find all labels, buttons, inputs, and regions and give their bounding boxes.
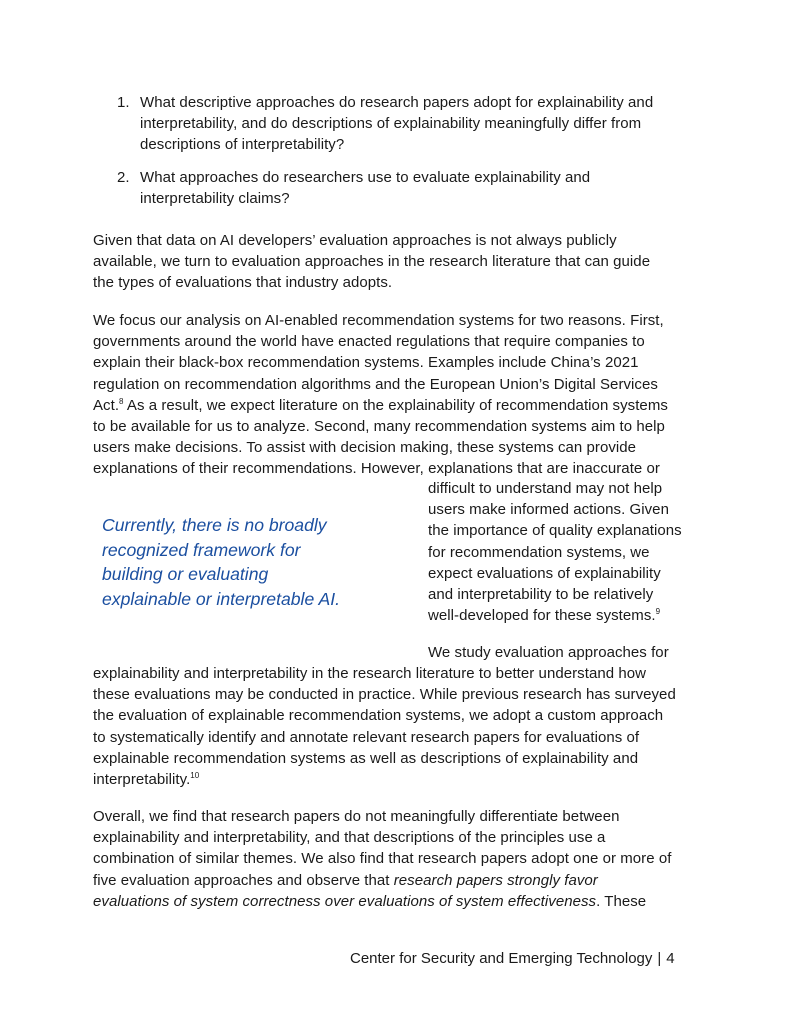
para-line: available, we turn to evaluation approaches in the research literature that can guide xyxy=(93,253,651,271)
paragraph-wrap-column xyxy=(428,478,718,626)
para-line: expect evaluations of explainability xyxy=(428,564,661,582)
research-questions-list xyxy=(93,92,693,220)
para-line: users make informed actions. Given xyxy=(428,501,669,519)
question-line: interpretability claims? xyxy=(140,189,290,207)
page-number: 4 xyxy=(666,950,675,967)
question-number: 1. xyxy=(117,94,130,111)
footnote-ref-8: 8 xyxy=(119,396,124,406)
para-line: Overall, we find that research papers do not meaningfully differentiate between xyxy=(93,808,620,825)
para-line: well-developed for these systems. xyxy=(428,607,656,625)
para-line: the types of evaluations that industry adopts. xyxy=(93,274,393,292)
para-line: . These xyxy=(596,892,647,910)
para-line: to systematically identify and annotate relevant research papers for evaluations of xyxy=(93,728,640,746)
para-line: We study evaluation approaches for xyxy=(428,644,669,661)
footer-org-name: Center for Security and Emerging Technology xyxy=(350,950,653,967)
question-item xyxy=(93,92,693,156)
para-line: five evaluation approaches and observe that xyxy=(93,871,394,889)
emphasis-text: research papers strongly favor xyxy=(393,871,598,889)
emphasis-text: evaluations of system correctness over evaluations of system effectiveness xyxy=(93,892,597,910)
footnote-ref-9: 9 xyxy=(655,607,661,617)
para-line: explainability and interpretability, and that descriptions of the principles use a xyxy=(93,829,606,847)
paragraph-study-first-line xyxy=(428,642,718,663)
paragraph-findings xyxy=(93,806,713,912)
question-line: descriptions of interpretability? xyxy=(140,136,345,154)
para-line: Act. xyxy=(93,396,120,414)
para-line: and interpretability to be relatively xyxy=(428,586,654,604)
question-line: What descriptive approaches do research papers adopt for explainability and xyxy=(140,94,654,111)
para-line: As a result, we expect literature on the explainability of recommendation systems xyxy=(123,396,668,414)
pull-quote-line: explainable or interpretable AI. xyxy=(102,588,340,609)
para-line: Given that data on AI developers’ evaluation approaches is not always publicly xyxy=(93,232,617,249)
para-line: interpretability. xyxy=(93,771,191,789)
question-line: interpretability, and do descriptions of explainability meaningfully differ from xyxy=(140,115,642,133)
para-line: difficult to understand may not help xyxy=(428,480,663,497)
para-line: explain their black-box recommendation systems. Examples include China’s 2021 xyxy=(93,354,639,372)
question-line: What approaches do researchers use to evaluate explainability and xyxy=(140,168,591,186)
footnote-ref-10: 10 xyxy=(190,771,200,781)
page-footer xyxy=(350,948,690,970)
paragraph-study-approaches xyxy=(93,663,713,790)
pull-quote-line: Currently, there is no broadly xyxy=(102,515,327,535)
para-line: these evaluations may be conducted in practice. While previous research has surveyed xyxy=(93,686,676,704)
para-line: users make decisions. To assist with decision making, these systems can provide xyxy=(93,439,637,457)
pull-quote xyxy=(102,513,402,611)
para-line: the evaluation of explainable recommendation systems, we adopt a custom approach xyxy=(93,707,664,725)
paragraph-data-availability xyxy=(93,230,713,294)
para-line: the importance of quality explanations xyxy=(428,522,682,540)
para-line: regulation on recommendation algorithms and the European Union’s Digital Services xyxy=(93,375,658,393)
footer-separator: | xyxy=(657,950,662,967)
para-line: We focus our analysis on AI-enabled recommendation systems for two reasons. First, xyxy=(93,312,664,329)
question-number: 2. xyxy=(117,168,130,186)
question-item xyxy=(93,167,693,209)
pull-quote-line: building or evaluating xyxy=(102,564,269,584)
para-line: combination of similar themes. We also find that research papers adopt one or more of xyxy=(93,850,672,868)
para-line: governments around the world have enacted regulations that require companies to xyxy=(93,333,645,351)
para-line: explainable recommendation systems as well as descriptions of explainability and xyxy=(93,749,639,767)
para-line: to be available for us to analyze. Second, many recommendation systems aim to help xyxy=(93,418,665,436)
para-line: for recommendation systems, we xyxy=(428,543,650,561)
para-line: explanations of their recommendations. However, explanations that are inaccurate or xyxy=(93,460,660,478)
paragraph-focus-recommendation xyxy=(93,310,713,480)
pull-quote-line: recognized framework for xyxy=(102,539,301,560)
para-line: explainability and interpretability in the research literature to better understand how xyxy=(93,665,646,682)
